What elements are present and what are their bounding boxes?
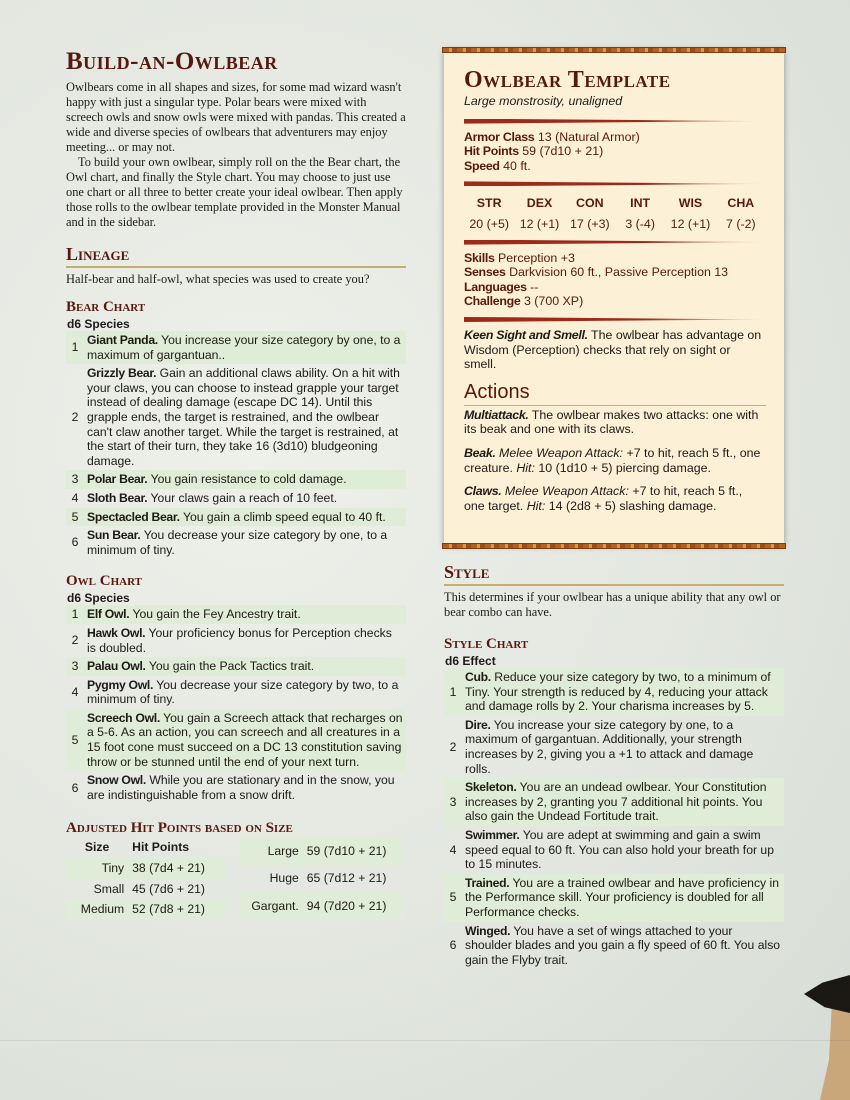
- value: Darkvision 60 ft., Passive Perception 13: [509, 265, 729, 280]
- label: Senses: [464, 265, 506, 280]
- table-row: [444, 778, 784, 826]
- ability-str: [464, 196, 514, 231]
- entry-name: Spectacled Bear.: [87, 509, 180, 524]
- roll-number: 1: [71, 607, 79, 622]
- ability-con: [565, 196, 615, 231]
- ability-wis: [665, 196, 715, 231]
- challenge: [464, 294, 766, 309]
- entry-text: Gain an additional claws ability. On a hit with your claws, you can choose to instead grapple your target instead of dealing damage (escape DC 14). Until this grapple ends, the target is restrained, and the owlbear can't claw another target. While the target is restrained, at the start of their turn, they take 16 (3d10) bludgeoning damage.: [87, 366, 400, 468]
- hit-label: Hit:: [516, 460, 535, 475]
- action-name: Claws.: [464, 484, 502, 499]
- size-cell: Gargant.: [251, 898, 299, 913]
- actions-heading: Actions: [464, 380, 766, 406]
- trait-text: The owlbear has advantage on Wisdom (Perception) checks that rely on sight or smell.: [464, 327, 762, 372]
- table-row: [240, 837, 402, 864]
- entry-text: You are an undead owlbear. Your Constitution increases by 2, granting you 7 additional hit points. You also gain the Undead Fortitude trait.: [465, 780, 767, 824]
- table-row: [66, 364, 406, 470]
- row-content: [84, 489, 406, 508]
- table-row: [66, 605, 406, 624]
- ability-dex: [514, 196, 564, 231]
- size-cell: Small: [93, 881, 125, 896]
- table-row: [444, 668, 784, 716]
- lineage-text: Half-bear and half-owl, what species was used to create you?: [66, 272, 370, 286]
- owl-chart-table: [66, 605, 406, 804]
- stat-block: [444, 50, 784, 546]
- label: Armor Class: [464, 129, 535, 144]
- value: 59 (7d10 + 21): [522, 144, 604, 159]
- armor-class: [464, 130, 766, 145]
- entry-text: You are adept at swimming and gain a swim speed equal to 60 ft. You can also hold your breath for up to 15 minutes.: [465, 827, 774, 872]
- divider: [464, 181, 766, 186]
- table-row: [66, 676, 406, 709]
- entry-name: Grizzly Bear.: [87, 366, 157, 381]
- entry-text: You gain resistance to cold damage.: [150, 472, 347, 487]
- entry-name: Snow Owl.: [87, 773, 146, 788]
- ability-int: [615, 196, 665, 231]
- roll-number: 3: [71, 472, 79, 487]
- entry-text: You increase your size category by one, to a maximum of gargantuan. Additionally, your strength increases by 2, giving you a +1 to attack and damage rolls.: [465, 717, 754, 776]
- value: Perception +3: [498, 250, 575, 265]
- entry-text: While you are stationary and in the snow, you are indistinguishable from a snow drift.: [87, 773, 395, 802]
- entry-text: You gain the Pack Tactics trait.: [148, 659, 315, 674]
- entry-name: Sloth Bear.: [87, 490, 148, 505]
- entry-name: Sun Bear.: [87, 528, 141, 543]
- speed: [464, 159, 766, 174]
- table-row: [444, 922, 784, 970]
- hp-cell: 65 (7d12 + 21): [306, 871, 387, 886]
- roll-number: 1: [71, 340, 79, 355]
- action-multiattack: [464, 408, 766, 437]
- roll-number: 6: [449, 938, 457, 953]
- hp-cell: 38 (7d4 + 21): [132, 861, 205, 876]
- entry-text: You increase your size category by one, to a maximum of gargantuan..: [87, 333, 401, 362]
- hp-table-right: [240, 837, 402, 919]
- style-chart-heading: Style Chart: [444, 636, 529, 652]
- entry-name: Pygmy Owl.: [87, 677, 154, 692]
- attack-type: Melee Weapon Attack:: [499, 445, 624, 460]
- table-row: [240, 892, 402, 919]
- row-content: [84, 526, 406, 559]
- ability-name: CON: [576, 196, 604, 211]
- row-content: [84, 657, 406, 676]
- entry-text: You decrease your size category by one, to a minimum of tiny.: [87, 528, 388, 557]
- skills: [464, 251, 766, 266]
- entry-name: Hawk Owl.: [87, 625, 146, 640]
- hp-table-heading: Adjusted Hit Points based on Size: [66, 820, 293, 837]
- table-row: [66, 526, 406, 559]
- table-row: [444, 874, 784, 922]
- label: Languages: [464, 279, 527, 294]
- column-die: d6: [67, 591, 82, 606]
- entry-name: Screech Owl.: [87, 710, 160, 725]
- size-cell: Large: [267, 843, 299, 858]
- row-content: [462, 826, 784, 874]
- bear-chart-heading: Bear Chart: [66, 299, 146, 315]
- column-die: d6: [67, 317, 82, 331]
- table-row: [240, 865, 402, 892]
- entry-text: Your proficiency bonus for Perception checks is doubled.: [87, 625, 392, 655]
- entry-name: Giant Panda.: [87, 333, 158, 347]
- attack-type: Melee Weapon Attack:: [504, 484, 629, 499]
- row-content: [84, 624, 406, 657]
- roll-number: 6: [71, 780, 79, 795]
- action-text: The owlbear makes two attacks: one with its beak and one with its claws.: [464, 407, 759, 437]
- row-content: [84, 364, 406, 470]
- hp-cell: 52 (7d8 + 21): [132, 902, 205, 917]
- bear-chart-table: [66, 331, 406, 559]
- table-row: [444, 716, 784, 778]
- hit-label: Hit:: [526, 498, 546, 513]
- style-chart-table: [444, 668, 784, 969]
- row-content: [84, 470, 406, 489]
- attack-text: +7 to hit, reach 5 ft., one creature.: [464, 445, 761, 475]
- column-die: d6: [445, 654, 460, 668]
- value: 3 (700 XP): [523, 294, 584, 309]
- hit-points: [464, 144, 766, 159]
- table-row: [66, 508, 406, 527]
- hp-table: [66, 837, 406, 919]
- right-column: [444, 50, 784, 969]
- trait-keen-sight: [464, 328, 766, 372]
- roll-number: 6: [71, 535, 79, 550]
- page-footer: [0, 1040, 850, 1100]
- style-text: This determines if your owlbear has a unique ability that any owl or bear combo can have.: [444, 590, 781, 619]
- roll-number: 4: [449, 842, 457, 857]
- table-row: [66, 858, 226, 879]
- ability-name: STR: [476, 196, 502, 211]
- action-claws: [464, 484, 766, 513]
- attack-text: +7 to hit, reach 5 ft., one target.: [464, 484, 743, 513]
- value: 13 (Natural Armor): [537, 129, 640, 144]
- row-content: [84, 676, 406, 709]
- roll-number: 5: [71, 732, 79, 747]
- intro-paragraph: Owlbears come in all shapes and sizes, for some mad wizard wasn't happy with just a singular type. Polar bears were mixed with screech owls and snow owls were mixed with pandas. This created a wide and diverse species of owlbears that adventurers may enjoy meeting... or may not.: [66, 80, 406, 154]
- label: Speed: [464, 158, 500, 173]
- table-row: [66, 331, 406, 364]
- damage-text: 14 (2d8 + 5) slashing damage.: [548, 498, 717, 513]
- entry-name: Swimmer.: [465, 827, 520, 842]
- senses: [464, 265, 766, 280]
- row-content: [84, 331, 406, 364]
- size-cell: Huge: [269, 871, 299, 886]
- entry-text: You gain the Fey Ancestry trait.: [132, 607, 301, 622]
- column-size: Size: [84, 840, 110, 855]
- entry-text: You decrease your size category by two, to a minimum of tiny.: [87, 677, 399, 707]
- ability-value: 7 (-2): [726, 216, 756, 231]
- hp-cell: 94 (7d20 + 21): [306, 898, 387, 913]
- trait-name: Keen Sight and Smell.: [464, 327, 588, 342]
- entry-text: Your claws gain a reach of 10 feet.: [150, 490, 338, 505]
- row-content: [84, 709, 406, 771]
- hp-table-left: [66, 837, 226, 919]
- monster-name: Owlbear Template: [464, 67, 671, 93]
- entry-name: Trained.: [465, 875, 510, 890]
- entry-name: Skeleton.: [465, 780, 517, 795]
- owl-chart-heading: Owl Chart: [66, 573, 142, 590]
- entry-name: Cub.: [465, 670, 491, 684]
- languages: [464, 280, 766, 295]
- entry-text: You are a trained owlbear and have proficiency in the Performance skill. Your proficiency is doubled for all Performance checks.: [465, 875, 780, 919]
- row-content: [84, 605, 406, 624]
- size-cell: Tiny: [101, 861, 125, 876]
- roll-number: 2: [71, 409, 79, 424]
- table-header: [66, 591, 406, 605]
- size-cell: Medium: [80, 902, 125, 917]
- ability-value: 17 (+3): [570, 216, 610, 231]
- row-content: [84, 508, 406, 527]
- ability-scores: [464, 196, 766, 231]
- roll-number: 3: [449, 794, 457, 809]
- row-content: [462, 922, 784, 970]
- value: --: [530, 279, 539, 294]
- ability-value: 3 (-4): [625, 216, 655, 231]
- ability-value: 20 (+5): [469, 216, 509, 231]
- roll-number: 2: [71, 633, 79, 648]
- roll-number: 4: [71, 490, 79, 505]
- table-row: [66, 879, 226, 900]
- table-row: [66, 624, 406, 657]
- entry-name: Polar Bear.: [87, 472, 148, 487]
- hp-cell: 45 (7d6 + 21): [132, 881, 205, 896]
- damage-text: 10 (1d10 + 5) piercing damage.: [538, 460, 711, 475]
- row-content: [462, 778, 784, 826]
- monster-type: Large monstrosity, unaligned: [464, 94, 623, 108]
- action-name: Multiattack.: [464, 407, 529, 422]
- row-content: [462, 716, 784, 778]
- column-species: Species: [84, 317, 130, 331]
- hp-cell: 59 (7d10 + 21): [306, 843, 387, 858]
- ability-name: INT: [630, 196, 651, 211]
- label: Hit Points: [464, 144, 519, 159]
- row-content: [84, 771, 406, 804]
- entry-text: Reduce your size category by two, to a minimum of Tiny. Your strength is reduced by 4, reducing your attack and damage rolls by 2. Your charisma increases by 5.: [465, 670, 771, 714]
- left-column: [66, 48, 406, 920]
- entry-name: Elf Owl.: [87, 607, 130, 622]
- table-row: [66, 899, 226, 920]
- label: Skills: [464, 250, 495, 265]
- entry-text: You have a set of wings attached to your shoulder blades and you gain a fly speed of 60 ft. You also gain the Flyby trait.: [465, 923, 781, 967]
- roll-number: 3: [71, 659, 79, 674]
- entry-name: Dire.: [465, 717, 491, 732]
- roll-number: 1: [449, 684, 457, 699]
- row-content: [462, 668, 784, 716]
- ability-value: 12 (+1): [519, 216, 560, 231]
- ability-cha: [716, 196, 766, 231]
- divider: [464, 119, 766, 124]
- ability-name: CHA: [727, 196, 755, 211]
- table-row: [66, 489, 406, 508]
- style-heading: Style: [444, 562, 784, 586]
- table-header: [66, 317, 406, 331]
- ability-name: WIS: [678, 196, 703, 211]
- table-header: [444, 654, 784, 668]
- lineage-heading: Lineage: [66, 244, 406, 268]
- table-row: [66, 657, 406, 676]
- page-title: Build-an-Owlbear: [66, 48, 278, 75]
- action-beak: [464, 446, 766, 475]
- column-species: Species: [84, 591, 130, 606]
- roll-number: 2: [449, 739, 457, 754]
- entry-name: Palau Owl.: [87, 659, 146, 674]
- value: 40 ft.: [503, 158, 531, 173]
- roll-number: 4: [71, 684, 79, 699]
- divider: [464, 240, 766, 245]
- table-row: [66, 771, 406, 804]
- entry-text: You gain a climb speed equal to 40 ft.: [182, 509, 386, 524]
- table-row: [444, 826, 784, 874]
- entry-name: Winged.: [465, 923, 511, 938]
- divider: [464, 317, 766, 322]
- ability-value: 12 (+1): [670, 216, 711, 231]
- roll-number: 5: [449, 890, 457, 905]
- table-row: [66, 470, 406, 489]
- label: Challenge: [464, 294, 521, 309]
- ability-name: DEX: [526, 196, 553, 211]
- column-hp: Hit Points: [132, 840, 190, 855]
- intro-paragraph: To build your own owlbear, simply roll on the the Bear chart, the Owl chart, and finally the Style chart. You may choose to just use one chart or all three to better create your ideal owlbear. Then apply those rolls to the owlbear template provided in the Monster Manual and in the sidebar.: [66, 155, 403, 229]
- row-content: [462, 874, 784, 922]
- entry-text: You gain a Screech attack that recharges on a 5-6. As an action, you can screech and all creatures in a 15 foot cone must succeed on a DC 13 constitution saving throw or be stunned until the end of your next turn.: [87, 710, 403, 769]
- table-row: [66, 709, 406, 771]
- column-effect: Effect: [462, 654, 496, 668]
- roll-number: 5: [71, 509, 79, 524]
- action-name: Beak.: [464, 445, 496, 460]
- stat-block-bottom-border: [442, 543, 786, 549]
